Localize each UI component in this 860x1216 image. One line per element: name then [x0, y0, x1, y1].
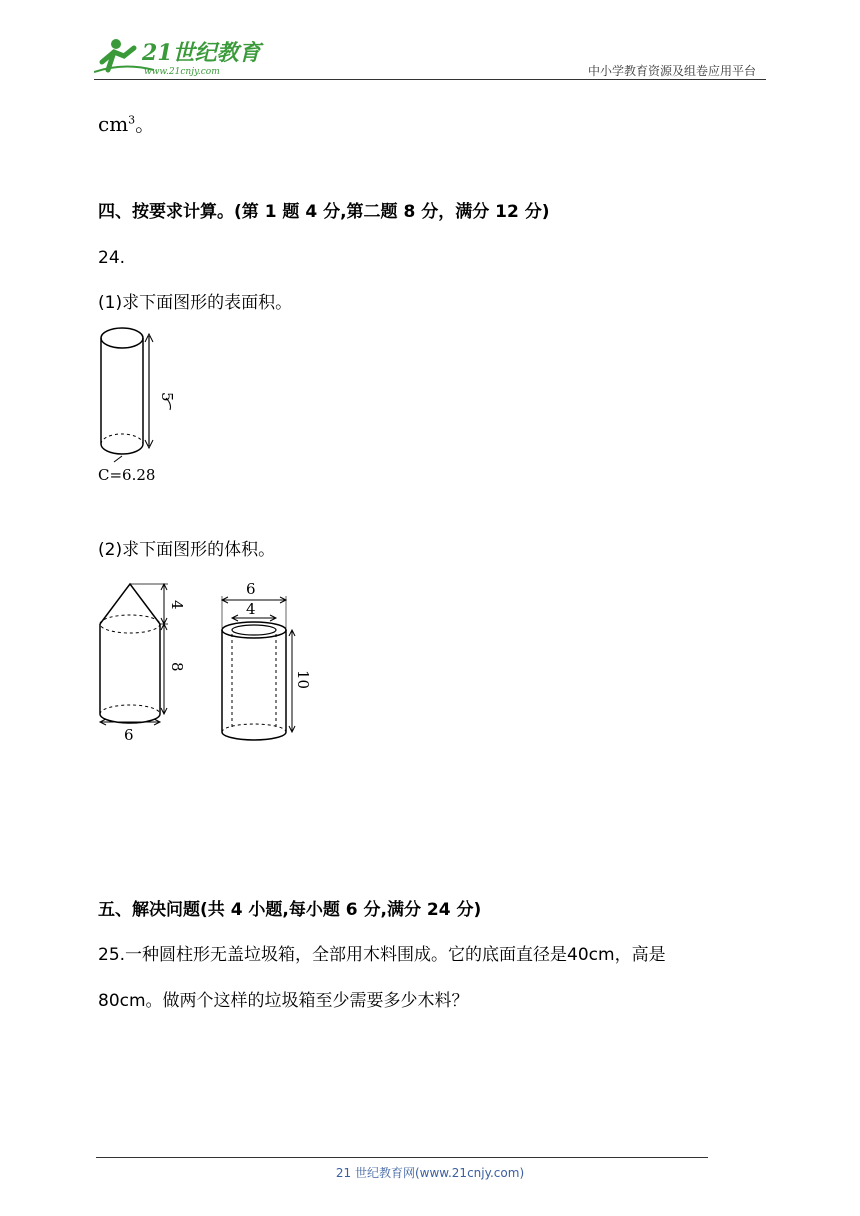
- circumference-label: C=6.28: [98, 466, 156, 484]
- section4-title: 四、按要求计算。(第 1 题 4 分,第二题 8 分，满分 12 分): [98, 202, 550, 222]
- hollow-cylinder-figure: [214, 578, 314, 744]
- height-10-label: 10: [294, 670, 312, 690]
- logo-text: 21世纪教育: [142, 40, 261, 66]
- outer-diameter-label: 6: [246, 580, 256, 598]
- prev-answer-unit: $cm^3$。: [98, 112, 156, 136]
- cylinder-figure: [94, 322, 194, 488]
- part2-prompt: (2)求下面图形的体积。: [98, 540, 276, 560]
- cone-cylinder-figure: [94, 578, 194, 744]
- platform-label: 中小学教育资源及组卷应用平台: [587, 64, 756, 78]
- logo-url: www.21cnjy.com: [144, 67, 220, 77]
- height-label: 5: [158, 392, 176, 402]
- question-number: 24.: [98, 248, 126, 268]
- footer-text: 21 世纪教育网(www.21cnjy.com): [335, 1166, 525, 1180]
- site-logo: [94, 32, 264, 80]
- header-divider: [94, 79, 766, 80]
- inner-diameter-label: 4: [246, 600, 256, 618]
- footer-divider: [96, 1157, 708, 1158]
- q25-line2: 80cm。做两个这样的垃圾箱至少需要多少木料？: [98, 991, 469, 1011]
- cone-height-label: 4: [168, 600, 186, 610]
- diameter-label: 6: [124, 726, 134, 744]
- section5-title: 五、解决问题(共 4 小题,每小题 6 分,满分 24 分): [98, 900, 482, 920]
- cyl-height-label: 8: [168, 662, 186, 672]
- q25-line1: 25.一种圆柱形无盖垃圾箱，全部用木料围成。它的底面直径是40cm，高是: [98, 945, 666, 965]
- part1-prompt: (1)求下面图形的表面积。: [98, 293, 293, 313]
